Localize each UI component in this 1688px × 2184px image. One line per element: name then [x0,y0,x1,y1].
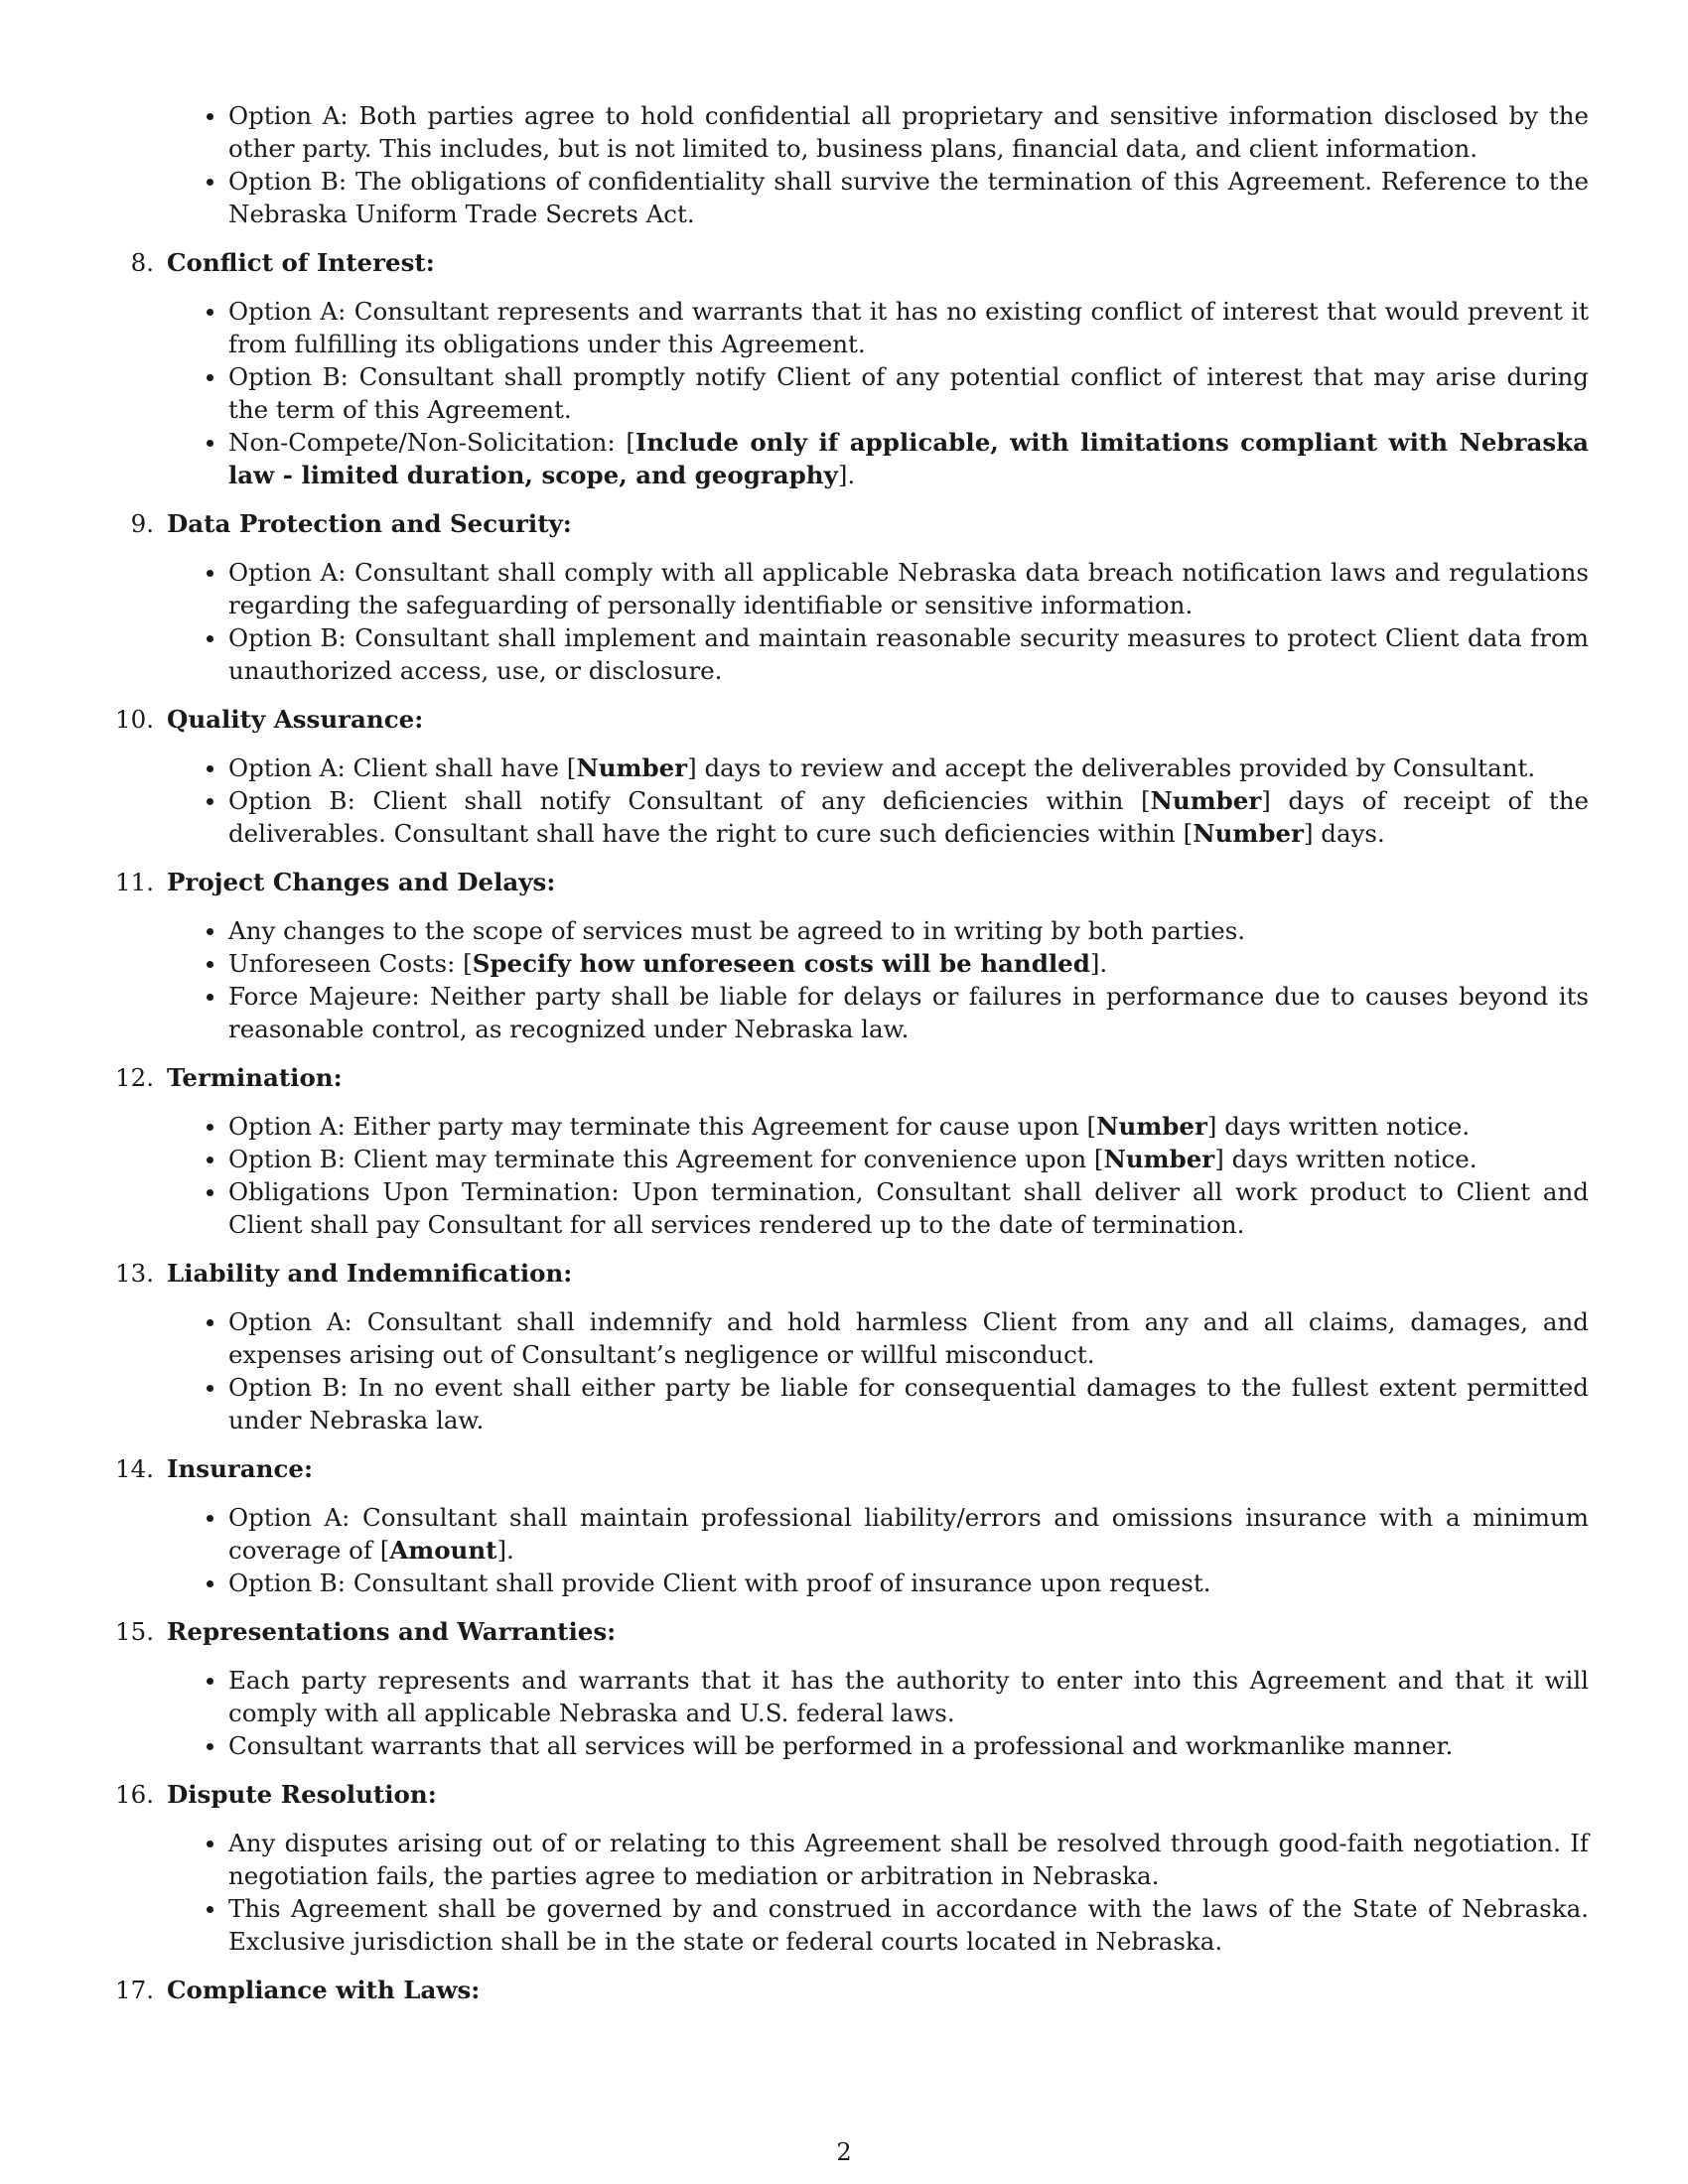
list-item: Option A: Both parties agree to hold confidential all proprietary and sensitive information disclosed by the other party. This includes, but is not limited to, business plans, financial data, and client information. [167,99,1589,165]
section-title: Insurance: [167,1454,314,1483]
section [115,1974,1589,2006]
list-item-text: Option A: Either party may terminate this Agreement for cause upon [ [228,1112,1097,1141]
list-item: Option B: In no event shall either party be liable for consequential damages to the fullest extent permitted under Nebraska law. [167,1371,1589,1436]
section [115,1061,1589,1241]
section-title: Dispute Resolution: [167,1780,437,1809]
bullet-list [167,914,1589,1045]
section [115,1778,1589,1958]
section-title: Compliance with Laws: [167,1976,481,2004]
bullet-list [167,1664,1589,1762]
list-item: Option A: Consultant shall comply with all applicable Nebraska data breach notification laws and regulations regarding the safeguarding of personally identifiable or sensitive information. [167,556,1589,621]
section-title: Liability and Indemnification: [167,1259,573,1288]
placeholder-bold-text: Number [1193,819,1304,848]
section [115,866,1589,1045]
list-item: Consultant warrants that all services will be performed in a professional and workmanlike manner. [167,1729,1589,1762]
placeholder-bold-text: Amount [389,1536,497,1565]
placeholder-bold-text: Include only if applicable, with limitations compliant with Nebraska law - limited duration, scope, and geography [228,428,1589,489]
placeholder-bold-text: Specify how unforeseen costs will be handled [472,949,1090,978]
section-heading [115,1257,1589,1290]
section [115,1615,1589,1762]
list-item: Option B: The obligations of confidentiality shall survive the termination of this Agreement. Reference to the Nebraska Uniform Trade Secrets Act. [167,165,1589,230]
bullet-list [167,1110,1589,1241]
section-title: Quality Assurance: [167,705,424,734]
list-item [167,426,1589,491]
list-item: Option A: Consultant represents and warrants that it has no existing conflict of interest that would prevent it from fulfilling its obligations under this Agreement. [167,295,1589,360]
section [130,246,1589,491]
list-item-text: Option A: Consultant shall maintain professional liability/errors and omissions insurance with a minimum coverage of [ [228,1503,1589,1565]
placeholder-bold-text: Number [1096,1112,1207,1141]
section-heading [115,1615,1589,1648]
intro-bullet-list [167,99,1589,230]
section-heading [115,1778,1589,1811]
placeholder-bold-text: Number [1103,1145,1215,1173]
list-item-text: Non-Compete/Non-Solicitation: [ [228,428,635,457]
list-item: Each party represents and warrants that it has the authority to enter into this Agreement and that it will comply with all applicable Nebraska and U.S. federal laws. [167,1664,1589,1729]
placeholder-bold-text: Number [1150,786,1262,815]
section-number: 12. [115,1063,154,1092]
list-item: Any changes to the scope of services must be agreed to in writing by both parties. [167,914,1589,947]
list-item: Option B: Consultant shall implement and maintain reasonable security measures to protect Client data from unauthorized access, use, or disclosure. [167,621,1589,687]
bullet-list [167,1501,1589,1599]
section-heading [115,866,1589,898]
sections-container [115,246,1589,2006]
section-number: 11. [115,868,154,896]
bullet-list [167,1305,1589,1436]
section [115,703,1589,850]
bullet-list [167,1827,1589,1958]
list-item: Option A: Consultant shall indemnify and hold harmless Client from any and all claims, damages, and expenses arising out of Consultant’s negligence or willful misconduct. [167,1305,1589,1371]
section-number: 16. [115,1780,154,1809]
list-item-text: ]. [837,461,856,489]
list-item: Option B: Consultant shall promptly notify Client of any potential conflict of interest that may arise during the term of this Agreement. [167,360,1589,426]
list-item-text: Unforeseen Costs: [ [228,949,473,978]
list-item-text: Option B: Client shall notify Consultant of any deficiencies within [ [228,786,1151,815]
section-title: Project Changes and Delays: [167,868,556,896]
section-heading [115,1974,1589,2006]
page-number: 2 [836,2138,852,2166]
section-heading [130,507,1589,540]
bullet-list [167,556,1589,687]
section-title: Conflict of Interest: [167,248,435,277]
bullet-list [167,751,1589,850]
section-heading [115,1061,1589,1094]
section-number: 17. [115,1976,154,2004]
section-number: 15. [115,1617,154,1646]
list-item-text: ] days of receipt of the deliverables. Consultant shall have the right to cure such deficiencies within [ [228,786,1589,848]
list-item [167,947,1589,980]
list-item [167,784,1589,850]
list-item-text: ] days written notice. [1214,1145,1477,1173]
list-item-text: Option B: Client may terminate this Agreement for convenience upon [ [228,1145,1104,1173]
list-item: Force Majeure: Neither party shall be liable for delays or failures in performance due to causes beyond its reasonable control, as recognized under Nebraska law. [167,980,1589,1045]
list-item-text: ]. [1089,949,1108,978]
section-number: 9. [130,509,154,538]
section-heading [115,1452,1589,1485]
section [115,1452,1589,1599]
list-item [167,1143,1589,1175]
list-item-text: Option A: Client shall have [ [228,753,577,782]
list-item-text: ] days to review and accept the deliverables provided by Consultant. [687,753,1536,782]
list-item-text: ] days written notice. [1206,1112,1471,1141]
section-number: 10. [115,705,154,734]
section-title: Data Protection and Security: [167,509,572,538]
list-item-text: ]. [496,1536,514,1565]
list-item: Obligations Upon Termination: Upon termination, Consultant shall deliver all work product to Client and Client shall pay Consultant for all services rendered up to the date of termination. [167,1175,1589,1241]
section-number: 8. [130,248,154,277]
section-heading [115,703,1589,736]
list-item-text: ] days. [1303,819,1385,848]
document-body [115,99,1589,2022]
section [115,1257,1589,1436]
section [130,507,1589,687]
list-item [167,1501,1589,1567]
section-number: 13. [115,1259,154,1288]
section-title: Termination: [167,1063,343,1092]
list-item: This Agreement shall be governed by and construed in accordance with the laws of the State of Nebraska. Exclusive jurisdiction shall be in the state or federal courts located in Nebraska. [167,1892,1589,1958]
list-item: Any disputes arising out of or relating to this Agreement shall be resolved through good-faith negotiation. If negotiation fails, the parties agree to mediation or arbitration in Nebraska. [167,1827,1589,1892]
section-title: Representations and Warranties: [167,1617,617,1646]
placeholder-bold-text: Number [576,753,688,782]
list-item [167,751,1589,784]
list-item: Option B: Consultant shall provide Client with proof of insurance upon request. [167,1567,1589,1599]
list-item [167,1110,1589,1143]
bullet-list [167,295,1589,491]
section-heading [130,246,1589,279]
section-number: 14. [115,1454,154,1483]
